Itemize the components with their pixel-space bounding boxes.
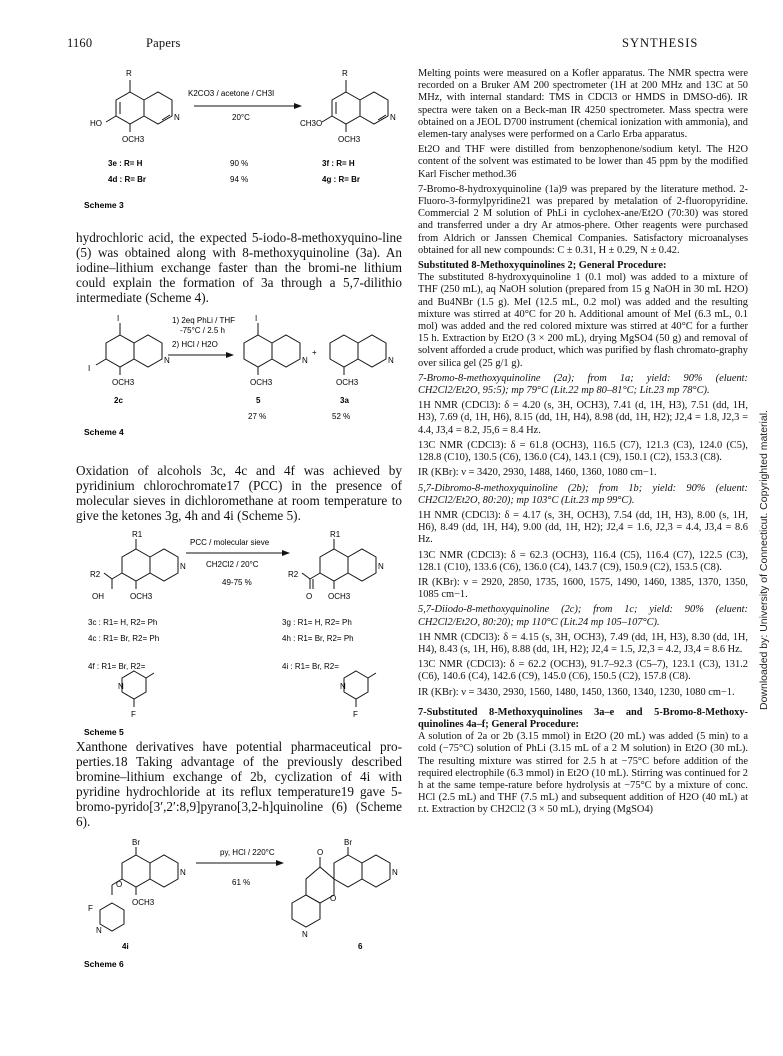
s3-row1-yield: 90 % xyxy=(230,159,249,168)
s6-product-o-ring: O xyxy=(330,894,337,903)
s3-product-n: N xyxy=(390,113,396,122)
s6-start-och3: OCH3 xyxy=(132,898,155,907)
scheme-5 xyxy=(76,529,402,739)
compound-2a-1h-nmr: 1H NMR (CDCl3): δ = 4.20 (s, 3H, OCH3), 7.41 (d, 1H, H3), 7.51 (dd, 1H, H3), 7.69 (d, 1H, H6), 8.15 (dd, 1H, H4), 8.98 (dd, 1H, H2); J2,4 = 1.8, J2,3 = 4.4, J3,4 = 8.2, J5,6 = 8.4 Hz. xyxy=(418,400,748,436)
compound-2c-title: 5,7-Diiodo-8-methoxyquinoline (2c); from 1c; yield: 90% (eluent: CH2Cl2/Et2O, 80:20); mp 110°C (Lit.24 mp 105–107°C). xyxy=(418,604,748,628)
s3-row2-start: 4d : R= Br xyxy=(108,175,147,184)
s5-left-pyridyl-n: N xyxy=(118,682,124,691)
s3-row2-yield: 94 % xyxy=(230,175,249,184)
s5-yield: 49-75 % xyxy=(222,578,252,587)
s5-left-item-2: 4c : R1= Br, R2= Ph xyxy=(88,634,160,643)
scheme-3-product-structure xyxy=(322,80,388,132)
procedure-body-2: A solution of 2a or 2b (3.15 mmol) in Et2O (20 mL) was added (5 min) to a cold (−75°C) solution of PhLi (3.15 mL of a 2 M solution) in Et2O (30 mL). The resulting mixture was stirred for 2.5 h at −75°C before addition of the required electrophile (6.3 mmol) in Et2O (10 mL). Stirring was continued for 2 h at the same tempe-rature before hydrolysis at −75°C by a mixture of conc. HCl (2.5 mL) and THF (7.5 mL) and subsequent addition of H2O (40 mL) at r.t. Extraction by CH2Cl2 (3 × 50 mL), drying (MgSO4) xyxy=(418,731,748,816)
s5-start-oh: OH xyxy=(92,592,104,601)
left-column xyxy=(76,60,402,977)
s3-conditions: 20°C xyxy=(232,113,250,122)
left-paragraph-2: Oxidation of alcohols 3c, 4c and 4f was achieved by pyridinium chlorochromate17 (PCC) in the presence of molecular sieves in dichloromethane at room temperature to give the ketones 3g, 4h and 4i (Scheme 5). xyxy=(76,463,402,523)
s4-5-iodo: I xyxy=(255,314,258,323)
s3-row2-product: 4g : R= Br xyxy=(322,175,361,184)
s3-start-r: R xyxy=(126,69,132,78)
procedure-heading-2: 7-Substituted 8-Methoxyquinolines 3a–e and 5-Bromo-8-Methoxy-quinolines 4a–f; General Procedure: xyxy=(418,706,748,730)
procedure-heading-1: Substituted 8-Methoxyquinolines 2; General Procedure: xyxy=(418,260,667,272)
s5-right-item-3: 4i : R1= Br, R2= xyxy=(282,662,339,671)
scheme-4-2c-structure xyxy=(96,323,162,375)
scheme-3 xyxy=(76,60,402,230)
s4-3a-och3: OCH3 xyxy=(336,378,359,387)
left-paragraph-1: hydrochloric acid, the expected 5-iodo-8-methoxyquino-line (5) was obtained along with 8-methoxyquinoline (3a). An iodine–lithium exchange faster than the bromi-ne lithium could explain the formation of 3a through a 5,7-dilithio intermediate (Scheme 4). xyxy=(76,230,402,305)
compound-2a-13c-nmr: 13C NMR (CDCl3): δ = 61.8 (OCH3), 116.5 (C7), 121.3 (C3), 124.0 (C5), 128.8 (C10), 130.5 (C6), 136.0 (C4), 143.1 (C9), 150.1 (C2), 153.3 (C8). xyxy=(418,439,748,464)
scheme-6-graphic xyxy=(76,837,402,977)
s3-product-ch3o: CH3O xyxy=(300,119,323,128)
scheme-6 xyxy=(76,837,402,977)
s5-product-o: O xyxy=(306,592,313,601)
compound-2b-1h-nmr: 1H NMR (CDCl3): δ = 4.17 (s, 3H, OCH3), 7.54 (dd, 1H, H3), 8.00 (s, 1H, H6), 8.49 (dd, 1H, H4), 9.00 (dd, 1H, H2); J2,4 = 1.6, J2,3 = 4.4, J3,4 = 8.6 Hz. xyxy=(418,509,748,546)
s5-right-item-2: 4h : R1= Br, R2= Ph xyxy=(282,634,354,643)
scheme-4-arrowhead xyxy=(226,352,234,358)
s5-right-pyridyl-n: N xyxy=(340,682,346,691)
s4-yield-5: 27 % xyxy=(248,412,267,421)
s5-product-r1: R1 xyxy=(330,530,341,539)
scheme-5-label: Scheme 5 xyxy=(84,727,124,737)
s3-ho-group: HO xyxy=(90,119,102,128)
s5-product-och3: OCH3 xyxy=(328,592,351,601)
compound-2c-13c-nmr: 13C NMR (CDCl3): δ = 62.2 (OCH3), 91.7–92.3 (C5–7), 123.1 (C3), 131.2 (C6), 140.6 (C4), 142.6 (C9), 145.0 (C6), 150.5 (C2), 157.8 (C8). xyxy=(418,659,748,683)
left-paragraph-3: Xanthone derivatives have potential pharmaceutical pro-perties.18 Taking advantage of the previously described bromine–lithium exchange of 2b, cyclization of 4i with pyridine hydrochloride at its reflux temperature19 gave 5-bromo-pyrido[3′,2′:8,9]pyrano[3,2-h]quinoline (6) (Scheme 6). xyxy=(76,739,402,829)
s5-reagents: PCC / molecular sieve xyxy=(190,538,270,547)
scheme-6-label: Scheme 6 xyxy=(84,959,124,969)
scheme-5-arrowhead xyxy=(282,550,290,556)
s3-reagents: K2CO3 / acetone / CH3I xyxy=(188,89,275,98)
s4-2c-och3: OCH3 xyxy=(112,378,135,387)
s3-product-r: R xyxy=(342,69,348,78)
scheme-5-graphic xyxy=(76,529,402,739)
scheme-4-3a-structure xyxy=(330,335,386,375)
s6-start-o: O xyxy=(116,880,123,889)
s6-product-n: N xyxy=(392,868,398,877)
compound-2b-ir: IR (KBr): ν = 2920, 2850, 1735, 1600, 1575, 1490, 1460, 1385, 1370, 1350, 1085 cm−1. xyxy=(418,576,748,601)
scheme-5-product-structure xyxy=(302,539,376,589)
s6-reagents: py, HCl / 220°C xyxy=(220,848,275,857)
compound-2b-13c-nmr: 13C NMR (CDCl3): δ = 62.3 (OCH3), 116.4 (C5), 116.4 (C7), 122.5 (C3), 128.1 (C10), 133.6 (C6), 136.0 (C4), 143.7 (C9), 150.9 (C2), 153.5 (C8). xyxy=(418,549,748,573)
scheme-6-start-structure xyxy=(100,847,178,931)
compound-2a-title: 7-Bromo-8-methoxyquinoline (2a); from 1a; yield: 90% (eluent: CH2Cl2/Et2O, 95:5); mp 79°C (Lit.22 mp 80–81°C; Lit.23 mp 78°C). xyxy=(418,372,748,397)
compound-2c-1h-nmr: 1H NMR (CDCl3): δ = 4.15 (s, 3H, OCH3), 7.49 (dd, 1H, H3), 8.30 (dd, 1H, H4), 8.43 (s, 1H, H6), 8.88 (dd, 1H, H2); J2,4 = 1.5, J2,3 = 4.2, J3,4 = 8.6 Hz. xyxy=(418,631,748,655)
scheme-4-graphic xyxy=(76,311,402,463)
experimental-solvents: Et2O and THF were distilled from benzophenone/sodium ketyl. The H2O content of the solvent was estimated to be lower than 45 ppm by the modified Karl Fischer method.36 xyxy=(418,144,748,180)
section-title: Papers xyxy=(146,36,181,50)
scheme-3-graphic xyxy=(76,60,402,230)
s4-cmpd-2c: 2c xyxy=(114,396,123,405)
s5-start-n: N xyxy=(180,562,186,571)
s5-conditions: CH2Cl2 / 20°C xyxy=(206,560,259,569)
s3-product-och3: OCH3 xyxy=(338,135,361,144)
s4-2c-iodo-top: I xyxy=(117,314,120,323)
scheme-6-arrowhead xyxy=(276,860,284,866)
page-number: 1160 xyxy=(67,36,93,50)
s5-left-item-1: 3c : R1= H, R2= Ph xyxy=(88,618,158,627)
scheme-6-product-structure xyxy=(292,847,390,927)
s4-step2: 2) HCl / H2O xyxy=(172,340,218,349)
s6-start-pyridyl-n: N xyxy=(96,926,102,935)
scheme-4-label: Scheme 4 xyxy=(84,427,124,437)
right-column xyxy=(418,68,748,820)
s4-step1b: -75°C / 2.5 h xyxy=(180,326,225,335)
s5-left-item-3: 4f : R1= Br, R2= xyxy=(88,662,146,671)
scheme-3-label: Scheme 3 xyxy=(84,200,124,210)
scheme-3-arrowhead xyxy=(294,103,302,109)
s4-5-n: N xyxy=(302,356,308,365)
s6-start-f: F xyxy=(88,904,93,913)
s4-yield-3a: 52 % xyxy=(332,412,351,421)
s4-3a-n: N xyxy=(388,356,394,365)
experimental-instruments: Melting points were measured on a Kofler apparatus. The NMR spectra were recorded on a Bruker AM 200 spectrometer (1H at 200 MHz and 13C at 50 MHz, with internal standard: TMS in CDCl3 or HMDS in DMSO-d6). IR spectra were taken on a Beck-man IR 4250 spectrometer. Mass spectra were obtained on a JEOL D700 instrument (chemical ionization with ammonia), and elemen-tary analyses were performed on a Carlo Erba apparatus. xyxy=(418,68,748,141)
download-watermark: Downloaded by: University of Connecticut. Copyrighted material. xyxy=(758,410,770,710)
scheme-4 xyxy=(76,311,402,463)
s6-start-n: N xyxy=(180,868,186,877)
s5-left-f: F xyxy=(131,710,136,719)
s6-product-pyridyl-n: N xyxy=(302,930,308,939)
s4-2c-n: N xyxy=(164,356,170,365)
s4-2c-iodo-side: I xyxy=(88,364,91,373)
s5-start-r1: R1 xyxy=(132,530,143,539)
s6-product-br: Br xyxy=(344,838,352,847)
s5-product-n: N xyxy=(378,562,384,571)
scheme-5-start-structure xyxy=(104,539,178,589)
s6-start-br: Br xyxy=(132,838,140,847)
s6-product-label: 6 xyxy=(358,942,363,951)
s4-step1: 1) 2eq PhLi / THF xyxy=(172,316,235,325)
s3-row1-start: 3e : R= H xyxy=(108,159,143,168)
s4-cmpd-3a: 3a xyxy=(340,396,349,405)
s6-yield: 61 % xyxy=(232,878,251,887)
compound-2a-ir: IR (KBr): ν = 3420, 2930, 1488, 1460, 1360, 1080 cm−1. xyxy=(418,467,657,479)
s4-5-och3: OCH3 xyxy=(250,378,273,387)
s5-right-item-1: 3g : R1= H, R2= Ph xyxy=(282,618,352,627)
procedure-body-1: The substituted 8-hydroxyquinoline 1 (0.1 mol) was added to a mixture of THF (250 mL), aq NaOH solution (prepared from 15 g NaOH in 30 mL H2O) and Bu4NBr (1.5 g). MeI (12.5 mL, 0.2 mol) was added and the resulting mixture was stirred at 40°C for 20 h. Additional amount of MeI (6.3 mL, 0.1 mol) was added and the red colored mixture was stirred at 40°C for a further 15 h. Extraction by Et2O (3 × 200 mL), drying MgSO4 (50 g) and removal of solvent afforded a crude product, which was purified by flash chromato-graphy over silica gel (25 g/1 g). xyxy=(418,272,748,369)
scheme-5-pyridyl-right xyxy=(344,671,376,707)
s4-cmpd-5: 5 xyxy=(256,396,261,405)
s3-start-och3: OCH3 xyxy=(122,135,145,144)
compound-2b-title: 5,7-Dibromo-8-methoxyquinoline (2b); from 1b; yield: 90% (eluent: CH2Cl2/Et2O, 80:20); mp 103°C (Lit.23 mp 99°C). xyxy=(418,482,748,506)
s6-product-o-carbonyl: O xyxy=(317,848,324,857)
compound-2c-ir: IR (KBr): ν = 3430, 2930, 1560, 1480, 1450, 1360, 1340, 1230, 1080 cm−1. xyxy=(418,686,735,698)
journal-name: SYNTHESIS xyxy=(622,36,699,50)
s3-start-n: N xyxy=(174,113,180,122)
scheme-5-pyridyl-left xyxy=(122,671,154,707)
s5-product-r2: R2 xyxy=(288,570,299,579)
s5-start-och3: OCH3 xyxy=(130,592,153,601)
experimental-reagents: 7-Bromo-8-hydroxyquinoline (1a)9 was prepared by the literature method. 2-Fluoro-3-formylpyridine21 was prepared by metalation of 2-fluoropyridine. Commercial 2 M solution of PhLi in cyclohex-ane/Et2O (70:30) was stored and transferred under a dry Ar atmos-phere. Other reagents were purchased from Aldrich or Janssen Chemical Companies. Satisfactory microanalyses obtained for all new compounds: C ± 0.31, H ± 0.29, N ± 0.42. xyxy=(418,183,748,256)
s3-row1-product: 3f : R= H xyxy=(322,159,355,168)
scheme-3-start-structure xyxy=(106,80,172,132)
s4-plus: + xyxy=(312,348,317,357)
s6-start-label: 4i xyxy=(122,942,129,951)
scheme-4-5-structure xyxy=(244,323,300,375)
s5-start-r2: R2 xyxy=(90,570,101,579)
s5-right-f: F xyxy=(353,710,358,719)
